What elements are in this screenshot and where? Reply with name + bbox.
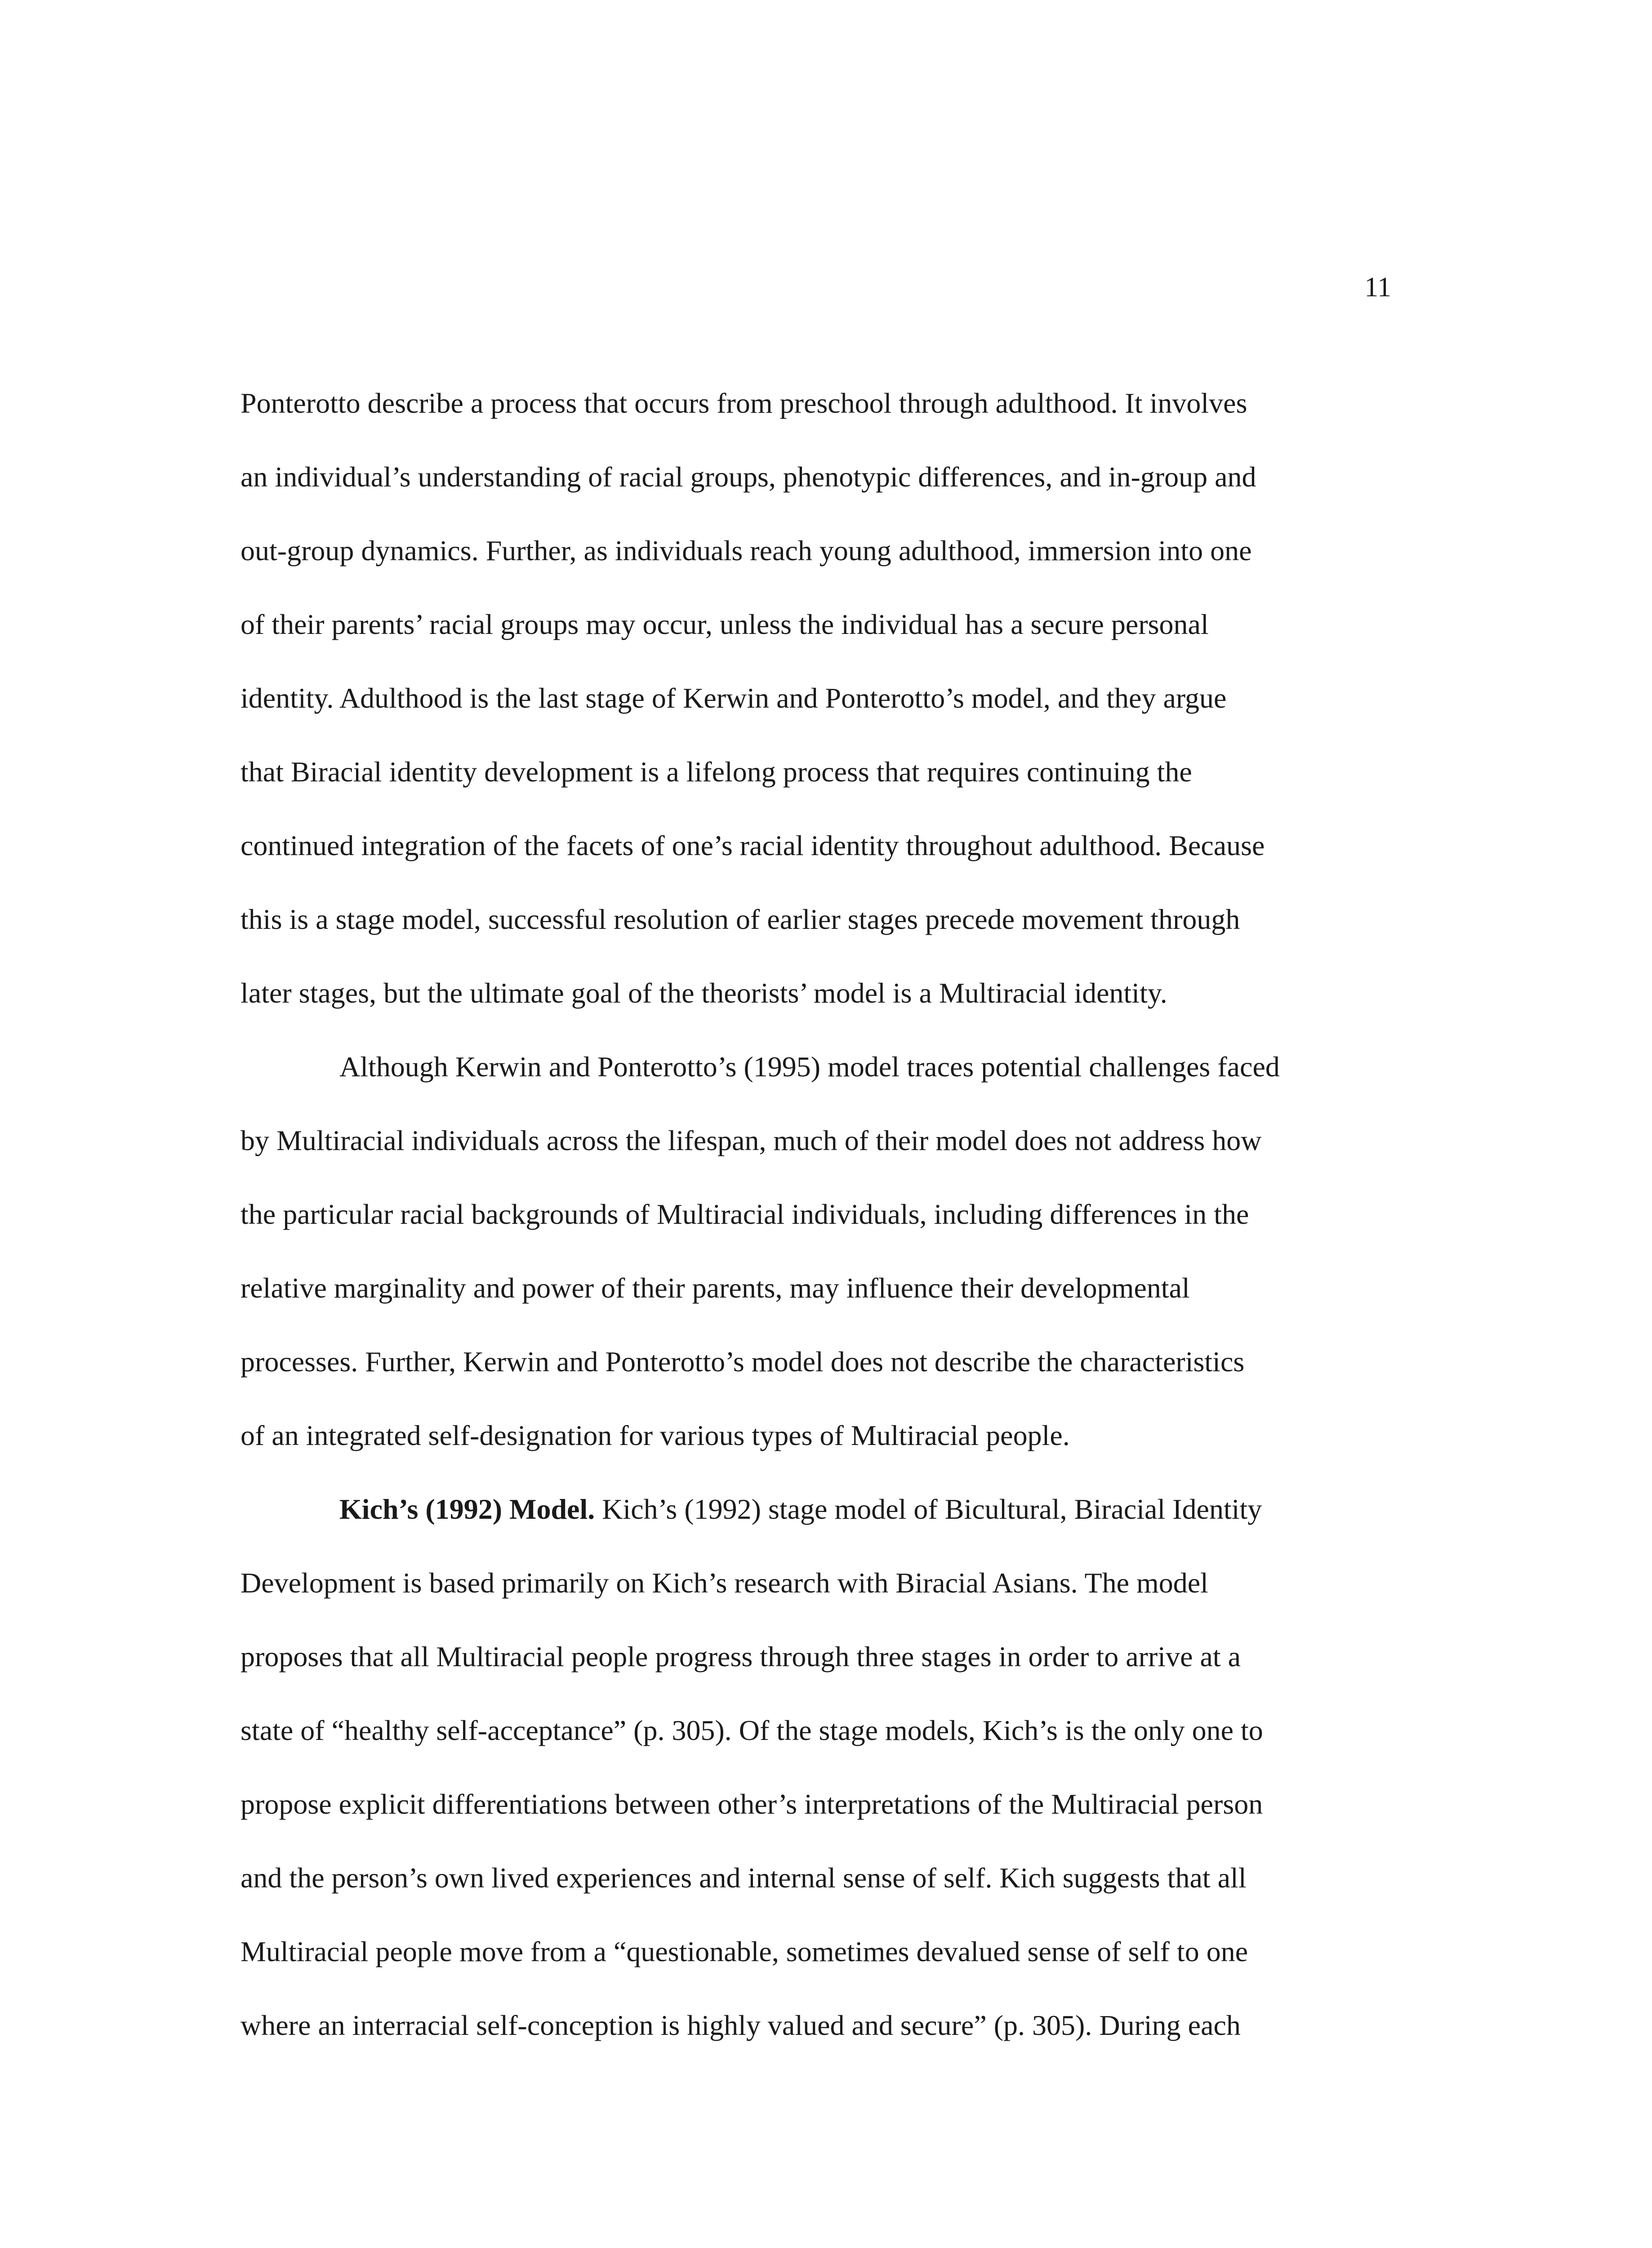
text-line: identity. Adulthood is the last stage of Kerwin and Ponterotto’s model, and they argue	[240, 682, 1227, 714]
text-line: processes. Further, Kerwin and Ponterotto’s model does not describe the characteristics	[240, 1346, 1245, 1378]
text-line: an individual’s understanding of racial groups, phenotypic differences, and in-group and	[240, 461, 1256, 493]
text-line: continued integration of the facets of one’s racial identity throughout adulthood. Because	[240, 830, 1265, 861]
section-heading: Kich’s (1992) Model.	[339, 1493, 595, 1525]
text-line: Development is based primarily on Kich’s research with Biracial Asians. The model	[240, 1567, 1208, 1599]
heading-line-text: Kich’s (1992) stage model of Bicultural, Biracial Identity	[595, 1493, 1262, 1525]
paragraph-kerwin-critique	[240, 1030, 1382, 1472]
text-line: that Biracial identity development is a lifelong process that requires continuing the	[240, 756, 1192, 788]
text-line: Multiracial people move from a “questionable, sometimes devalued sense of self to one	[240, 1936, 1248, 1967]
text-line: proposes that all Multiracial people progress through three stages in order to arrive at a	[240, 1641, 1241, 1673]
text-line: later stages, but the ultimate goal of the theorists’ model is a Multiracial identity.	[240, 977, 1167, 1009]
text-line: where an interracial self-conception is highly valued and secure” (p. 305). During each	[240, 2009, 1241, 2041]
text-line: Ponterotto describe a process that occurs from preschool through adulthood. It involves	[240, 387, 1247, 419]
text-line: by Multiracial individuals across the lifespan, much of their model does not address how	[240, 1124, 1262, 1156]
text-line: out-group dynamics. Further, as individuals reach young adulthood, immersion into one	[240, 535, 1252, 566]
body-text	[240, 366, 1382, 2062]
paragraph-continued	[240, 366, 1382, 1030]
page-number: 11	[1364, 272, 1391, 303]
text-line: state of “healthy self-acceptance” (p. 305). Of the stage models, Kich’s is the only one to	[240, 1714, 1263, 1746]
text-line	[240, 1472, 1382, 1546]
text-line: and the person’s own lived experiences and internal sense of self. Kich suggests that all	[240, 1862, 1247, 1894]
text-line: Although Kerwin and Ponterotto’s (1995) model traces potential challenges faced	[339, 1051, 1280, 1083]
text-line: the particular racial backgrounds of Multiracial individuals, including differences in the	[240, 1198, 1249, 1230]
text-line: this is a stage model, successful resolution of earlier stages precede movement through	[240, 903, 1240, 935]
text-line: relative marginality and power of their parents, may influence their developmental	[240, 1272, 1190, 1304]
text-line: of their parents’ racial groups may occur, unless the individual has a secure personal	[240, 608, 1209, 640]
paragraph-kich-model	[240, 1472, 1382, 2062]
text-line: propose explicit differentiations between other’s interpretations of the Multiracial person	[240, 1788, 1263, 1820]
text-line: of an integrated self-designation for various types of Multiracial people.	[240, 1419, 1070, 1451]
